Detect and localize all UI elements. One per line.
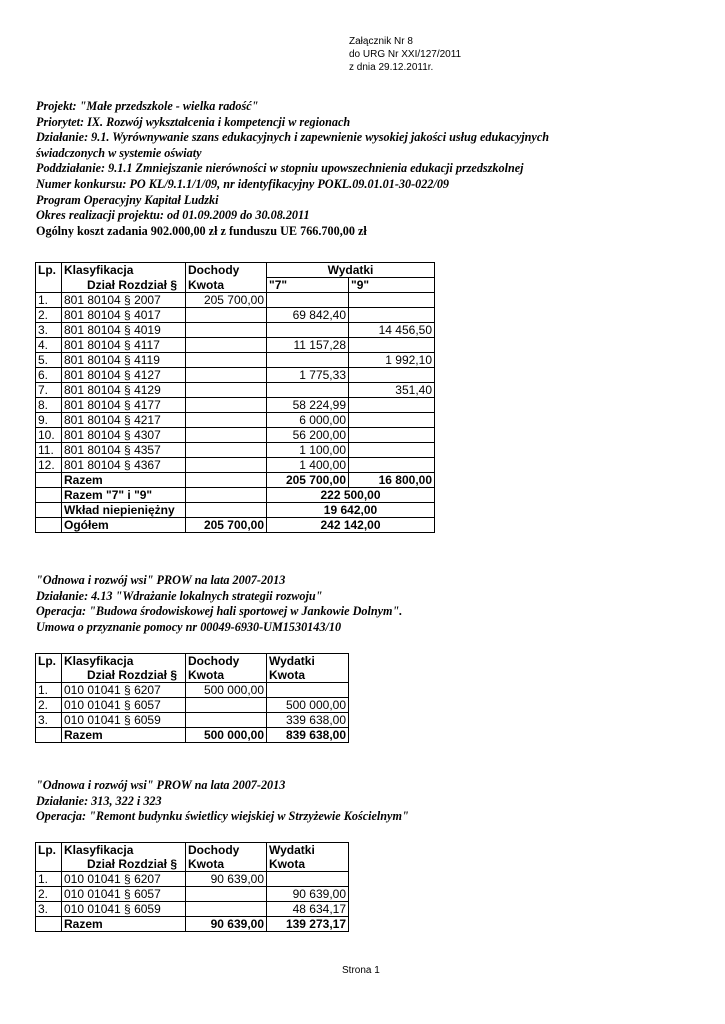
col-lp: Lp.	[36, 843, 62, 858]
table-row	[36, 293, 435, 308]
cell-w9: 1 992,10	[349, 353, 435, 368]
cell-lp: 4.	[36, 338, 62, 353]
table-row	[36, 398, 435, 413]
table-row	[36, 368, 435, 383]
razem-7: 205 700,00	[267, 473, 349, 488]
table-total-row	[36, 473, 435, 488]
cell-doch: 205 700,00	[186, 293, 267, 308]
razem-7-9-label: Razem "7" i "9"	[62, 488, 186, 503]
attachment-number: Załącznik Nr 8	[349, 36, 413, 47]
col-wydatki-7: "7"	[267, 278, 349, 293]
project1-line: Priorytet: IX. Rozwój wykształcenia i kompetencji w regionach	[36, 114, 351, 129]
cell-doch	[186, 383, 267, 398]
cell-w7: 1 400,00	[267, 458, 349, 473]
col-klasyfikacja: Klasyfikacja	[62, 843, 186, 858]
cell-doch	[186, 887, 267, 902]
table-row	[36, 413, 435, 428]
razem-label: Razem	[62, 917, 186, 932]
cell-klas: 010 01041 § 6207	[62, 683, 186, 698]
cell-w7: 1 775,33	[267, 368, 349, 383]
table-total-row	[36, 503, 435, 518]
cell-w9	[349, 443, 435, 458]
cell-klas: 801 80104 § 4177	[62, 398, 186, 413]
col-kwota: Kwota	[186, 857, 267, 872]
cell-lp: 1.	[36, 293, 62, 308]
table-header-row	[36, 857, 349, 872]
cell-klas: 801 80104 § 4367	[62, 458, 186, 473]
cell-w7: 11 157,28	[267, 338, 349, 353]
project2-line: Operacja: "Budowa środowiskowej hali sportowej w Jankowie Dolnym".	[36, 604, 403, 619]
project2-line: Działanie: 4.13 "Wdrażanie lokalnych strategii rozwoju"	[36, 588, 323, 603]
razem-label: Razem	[62, 473, 186, 488]
project2-description	[36, 573, 402, 635]
col-lp: Lp.	[36, 263, 62, 278]
project2-table	[35, 653, 349, 743]
col-dochody: Dochody	[186, 843, 267, 858]
col-lp: Lp.	[36, 654, 62, 669]
ogolem-label: Ogółem	[62, 518, 186, 533]
cell-doch	[186, 368, 267, 383]
project1-line: Działanie: 9.1. Wyrównywanie szans edukacyjnych i zapewnienie wysokiej jakości usług edukacyjnych	[36, 130, 550, 145]
col-klasyfikacja: Klasyfikacja	[62, 654, 186, 669]
table-header-row	[36, 654, 349, 669]
cell-lp: 1.	[36, 872, 62, 887]
table-row	[36, 443, 435, 458]
table-row	[36, 383, 435, 398]
cell-w9: 14 456,50	[349, 323, 435, 338]
table-row	[36, 428, 435, 443]
col-kwota: Kwota	[186, 668, 267, 683]
cell-lp: 2.	[36, 887, 62, 902]
table-header-row	[36, 843, 349, 858]
cell-klas: 801 80104 § 4117	[62, 338, 186, 353]
ogolem-value: 242 142,00	[267, 518, 435, 533]
cell-w7	[267, 293, 349, 308]
cell-doch	[186, 902, 267, 917]
col-wydatki: Wydatki	[267, 263, 435, 278]
cell-w7	[267, 353, 349, 368]
table-header-row	[36, 668, 349, 683]
cell-w7: 69 842,40	[267, 308, 349, 323]
col-dochody: Dochody	[186, 263, 267, 278]
col-dochody: Dochody	[186, 654, 267, 669]
col-kwota: Kwota	[186, 278, 267, 293]
wklad-value: 19 642,00	[267, 503, 435, 518]
cell-lp: 12.	[36, 458, 62, 473]
cell-lp: 9.	[36, 413, 62, 428]
cell-klas: 801 80104 § 4019	[62, 323, 186, 338]
cell-w7: 1 100,00	[267, 443, 349, 458]
project1-table	[35, 262, 435, 533]
table-row	[36, 683, 349, 698]
col-kwota: Kwota	[267, 668, 349, 683]
project3-table	[35, 842, 349, 932]
cell-w9	[349, 293, 435, 308]
razem-9: 16 800,00	[349, 473, 435, 488]
col-dzial-rozdzial: Dział Rozdział §	[62, 857, 186, 872]
razem-dochody: 90 639,00	[186, 917, 267, 932]
cell-lp: 10.	[36, 428, 62, 443]
resolution-number: do URG Nr XXI/127/2011	[349, 49, 462, 60]
col-wydatki-9: "9"	[349, 278, 435, 293]
cell-lp: 3.	[36, 902, 62, 917]
cell-w9	[349, 338, 435, 353]
table-row	[36, 902, 349, 917]
cell-doch	[186, 353, 267, 368]
cell-w9	[349, 458, 435, 473]
cell-wyd: 48 634,17	[267, 902, 349, 917]
project3-line: Działanie: 313, 322 i 323	[36, 793, 162, 808]
wklad-label: Wkład niepieniężny	[62, 503, 186, 518]
project1-cost: Ogólny koszt zadania 902.000,00 zł z funduszu UE 766.700,00 zł	[36, 223, 367, 238]
col-dzial-rozdzial: Dział Rozdział §	[62, 278, 186, 293]
col-dzial-rozdzial: Dział Rozdział §	[62, 668, 186, 683]
razem-7-9-value: 222 500,00	[267, 488, 435, 503]
project1-line: świadczonych w systemie oświaty	[36, 145, 202, 160]
cell-doch	[186, 698, 267, 713]
cell-doch	[186, 308, 267, 323]
resolution-date: z dnia 29.12.2011r.	[349, 62, 434, 73]
project1-line: Projekt: "Małe przedszkole - wielka radość"	[36, 99, 259, 113]
cell-w7	[267, 323, 349, 338]
cell-w9	[349, 398, 435, 413]
table-total-row	[36, 518, 435, 533]
cell-w9: 351,40	[349, 383, 435, 398]
project1-line: Program Operacyjny Kapitał Ludzki	[36, 192, 219, 207]
project2-line: "Odnowa i rozwój wsi" PROW na lata 2007-2013	[36, 573, 286, 587]
cell-doch	[186, 443, 267, 458]
cell-doch	[186, 413, 267, 428]
page-number: Strona 1	[342, 965, 380, 976]
project1-description	[36, 99, 549, 239]
cell-lp: 6.	[36, 368, 62, 383]
cell-lp: 8.	[36, 398, 62, 413]
cell-lp: 1.	[36, 683, 62, 698]
col-kwota: Kwota	[267, 857, 349, 872]
cell-lp: 2.	[36, 308, 62, 323]
col-klasyfikacja: Klasyfikacja	[62, 263, 186, 278]
cell-doch: 500 000,00	[186, 683, 267, 698]
cell-klas: 801 80104 § 4357	[62, 443, 186, 458]
table-total-row	[36, 728, 349, 743]
table-row	[36, 872, 349, 887]
cell-klas: 801 80104 § 2007	[62, 293, 186, 308]
cell-lp: 5.	[36, 353, 62, 368]
ogolem-dochody: 205 700,00	[186, 518, 267, 533]
cell-w7: 56 200,00	[267, 428, 349, 443]
table-total-row	[36, 488, 435, 503]
project2-line: Umowa o przyznanie pomocy nr 00049-6930-UM1530143/10	[36, 619, 342, 634]
table-row	[36, 698, 349, 713]
table-header-row	[36, 263, 435, 278]
cell-klas: 801 80104 § 4119	[62, 353, 186, 368]
cell-wyd	[267, 872, 349, 887]
cell-w9	[349, 413, 435, 428]
cell-klas: 010 01041 § 6057	[62, 698, 186, 713]
cell-doch	[186, 398, 267, 413]
cell-doch: 90 639,00	[186, 872, 267, 887]
project3-description	[36, 778, 409, 825]
cell-klas: 010 01041 § 6057	[62, 887, 186, 902]
table-row	[36, 458, 435, 473]
project1-line: Poddziałanie: 9.1.1 Zmniejszanie nierówności w stopniu upowszechnienia edukacji przedszkolnej	[36, 161, 524, 176]
cell-klas: 010 01041 § 6059	[62, 713, 186, 728]
cell-doch	[186, 458, 267, 473]
table-row	[36, 353, 435, 368]
cell-klas: 010 01041 § 6207	[62, 872, 186, 887]
project1-line: Numer konkursu: PO KL/9.1.1/1/09, nr identyfikacyjny POKL.09.01.01-30-022/09	[36, 176, 450, 191]
cell-w7: 6 000,00	[267, 413, 349, 428]
cell-wyd: 500 000,00	[267, 698, 349, 713]
cell-doch	[186, 323, 267, 338]
cell-lp: 11.	[36, 443, 62, 458]
attachment-header	[349, 35, 461, 74]
cell-doch	[186, 338, 267, 353]
cell-lp: 3.	[36, 323, 62, 338]
razem-wydatki: 139 273,17	[267, 917, 349, 932]
cell-klas: 010 01041 § 6059	[62, 902, 186, 917]
table-row	[36, 713, 349, 728]
cell-klas: 801 80104 § 4127	[62, 368, 186, 383]
project1-line: Okres realizacji projektu: od 01.09.2009 do 30.08.2011	[36, 208, 310, 223]
cell-w9	[349, 428, 435, 443]
project3-line: "Odnowa i rozwój wsi" PROW na lata 2007-2013	[36, 778, 286, 792]
cell-klas: 801 80104 § 4217	[62, 413, 186, 428]
cell-w7: 58 224,99	[267, 398, 349, 413]
col-wydatki: Wydatki	[267, 654, 349, 669]
razem-dochody: 500 000,00	[186, 728, 267, 743]
cell-w9	[349, 368, 435, 383]
table-row	[36, 308, 435, 323]
cell-w7	[267, 383, 349, 398]
razem-wydatki: 839 638,00	[267, 728, 349, 743]
cell-lp: 3.	[36, 713, 62, 728]
project3-line: Operacja: "Remont budynku świetlicy wiejskiej w Strzyżewie Kościelnym"	[36, 809, 409, 824]
cell-wyd: 339 638,00	[267, 713, 349, 728]
table-header-row	[36, 278, 435, 293]
cell-wyd: 90 639,00	[267, 887, 349, 902]
col-wydatki: Wydatki	[267, 843, 349, 858]
cell-klas: 801 80104 § 4017	[62, 308, 186, 323]
cell-doch	[186, 428, 267, 443]
razem-label: Razem	[62, 728, 186, 743]
cell-klas: 801 80104 § 4307	[62, 428, 186, 443]
cell-lp: 7.	[36, 383, 62, 398]
cell-wyd	[267, 683, 349, 698]
table-row	[36, 323, 435, 338]
cell-lp: 2.	[36, 698, 62, 713]
table-row	[36, 338, 435, 353]
cell-doch	[186, 713, 267, 728]
table-total-row	[36, 917, 349, 932]
table-row	[36, 887, 349, 902]
cell-klas: 801 80104 § 4129	[62, 383, 186, 398]
cell-w9	[349, 308, 435, 323]
